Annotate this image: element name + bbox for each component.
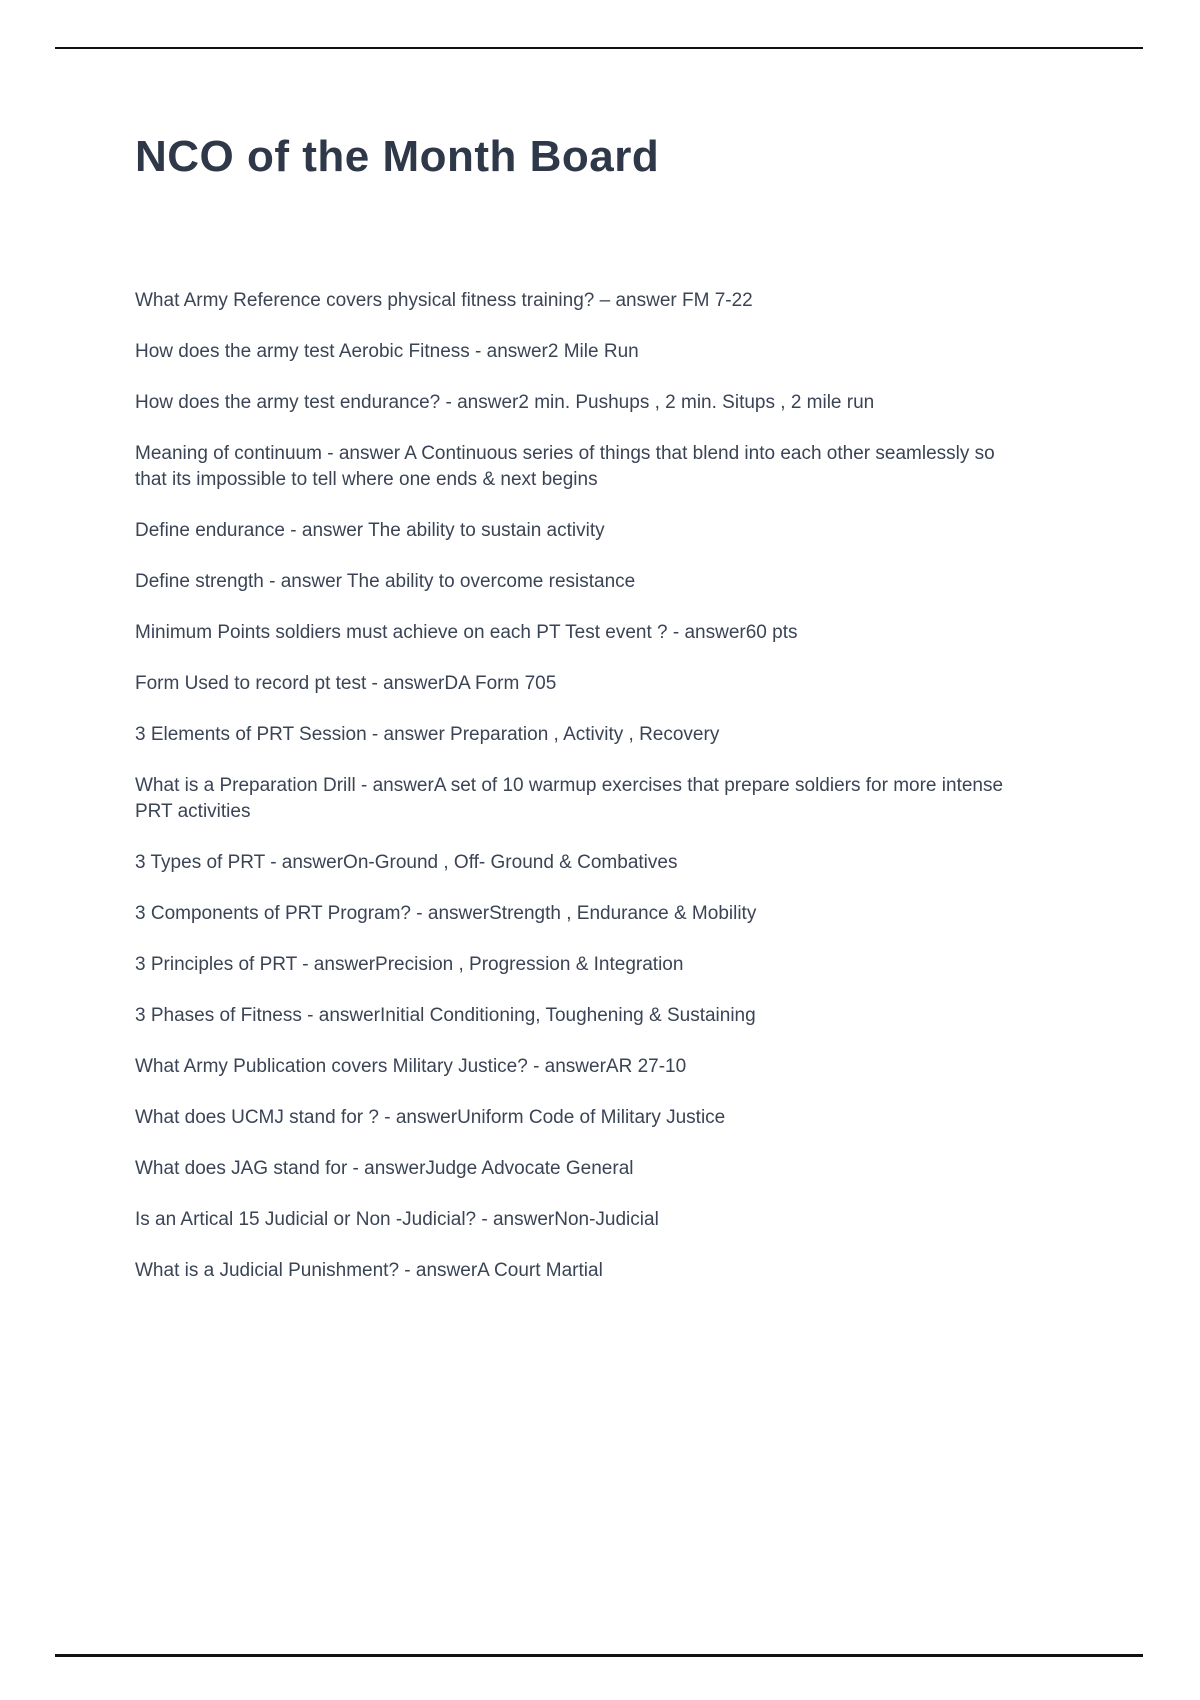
qa-item: Minimum Points soldiers must achieve on each PT Test event ? - answer60 pts (135, 621, 798, 643)
bottom-border-rule (55, 1654, 1143, 1657)
qa-list (135, 288, 1007, 1284)
qa-item: What Army Publication covers Military Justice? - answerAR 27-10 (135, 1055, 687, 1077)
qa-item: What Army Reference covers physical fitness training? – answer FM 7-22 (135, 289, 753, 311)
qa-item: What does JAG stand for - answerJudge Advocate General (135, 1157, 634, 1179)
qa-item: Define strength - answer The ability to overcome resistance (135, 570, 636, 592)
top-border-rule (55, 47, 1143, 49)
qa-item: What is a Preparation Drill - answerA set of 10 warmup exercises that prepare soldiers for more intense PRT activities (135, 774, 1004, 822)
qa-item: Is an Artical 15 Judicial or Non -Judicial? - answerNon-Judicial (135, 1208, 659, 1230)
qa-item: 3 Types of PRT - answerOn-Ground , Off- Ground & Combatives (135, 851, 678, 873)
qa-item: 3 Components of PRT Program? - answerStrength , Endurance & Mobility (135, 902, 757, 924)
qa-item: What does UCMJ stand for ? - answerUniform Code of Military Justice (135, 1106, 726, 1128)
qa-item: 3 Elements of PRT Session - answer Preparation , Activity , Recovery (135, 723, 720, 745)
qa-item: 3 Phases of Fitness - answerInitial Conditioning, Toughening & Sustaining (135, 1004, 756, 1026)
qa-item: Form Used to record pt test - answerDA Form 705 (135, 672, 557, 694)
qa-item: 3 Principles of PRT - answerPrecision , Progression & Integration (135, 953, 684, 975)
qa-item: How does the army test Aerobic Fitness - answer2 Mile Run (135, 340, 639, 362)
qa-item: How does the army test endurance? - answer2 min. Pushups , 2 min. Situps , 2 mile run (135, 391, 875, 413)
page-title: NCO of the Month Board (135, 132, 660, 181)
qa-item: Meaning of continuum - answer A Continuous series of things that blend into each other seamlessly so that its impossible to tell where one ends & next begins (135, 442, 995, 490)
qa-item: Define endurance - answer The ability to sustain activity (135, 519, 605, 541)
qa-item: What is a Judicial Punishment? - answerA Court Martial (135, 1259, 603, 1281)
